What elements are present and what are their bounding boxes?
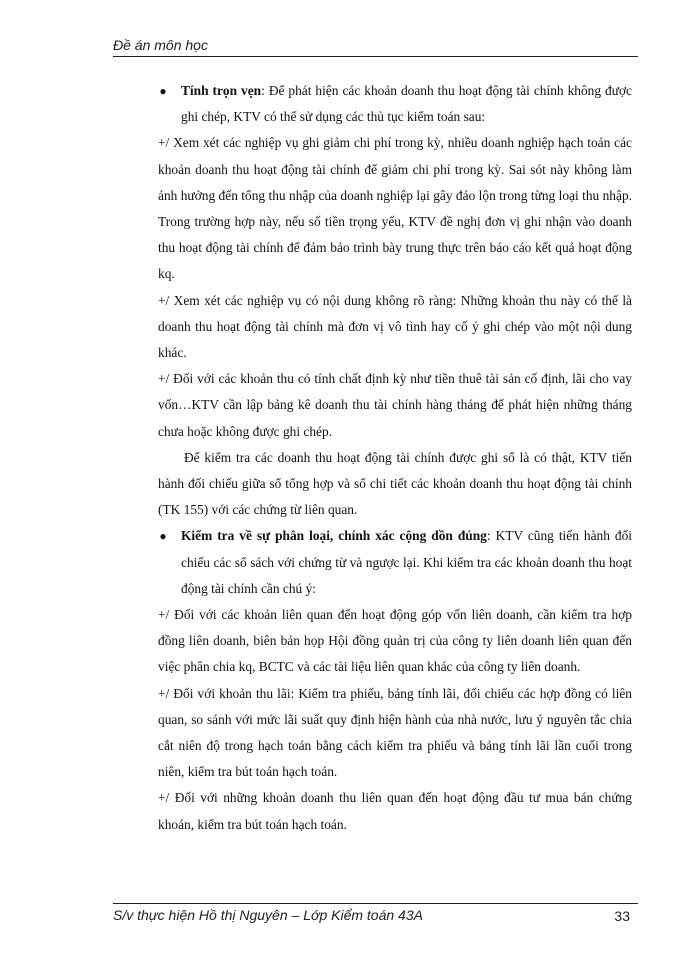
- bullet-paragraph-classification: [158, 523, 632, 602]
- bullet-text-completeness: : Để phát hiện các khoản doanh thu hoạt động tài chính không được ghi chép, KTV có thể sử dụng các thủ tục kiểm toán sau:: [181, 83, 632, 125]
- footer-author: S/v thực hiện Hồ thị Nguyên – Lớp Kiểm toán 43A: [113, 907, 423, 923]
- page-body: [158, 78, 632, 838]
- paragraph-joint-venture: +/ Đối với các khoản liên quan đến hoạt động góp vốn liên doanh, cần kiểm tra hợp đồng liên doanh, biên bản họp Hội đồng quản trị của công ty liên doanh liên quan đến việc phân chia kq, BCTC và các tài liệu liên quan khác của công ty liên doanh.: [158, 607, 632, 675]
- paragraph-interest-income: +/ Đối với khoản thu lãi: Kiểm tra phiếu, bảng tính lãi, đối chiếu các hợp đồng có liên quan, so sánh với mức lãi suất quy định hiện hành của nhà nước, lưu ý nguyên tắc chia cắt niên độ trong hạch toán bằng cách kiểm tra phiếu và bảng tính lãi lần cuối trong niên, kiểm tra bút toán hạch toán.: [158, 685, 632, 780]
- bullet-lead-completeness: Tính trọn vẹn: [181, 83, 262, 98]
- paragraph-periodic-revenue: +/ Đối với các khoản thu có tính chất định kỳ như tiền thuê tài sản cố định, lãi cho vay vốn…KTV cần lập bảng kê doanh thu tài chính hàng tháng để phát hiện những tháng chưa hoặc không được ghi chép.: [158, 371, 632, 439]
- bullet-icon: ●: [159, 529, 167, 544]
- paragraph-reduce-expenses: +/ Xem xét các nghiệp vụ ghi giảm chi phí trong kỳ, nhiều doanh nghiệp hạch toán các khoản doanh thu hoạt động tài chính để giảm chi phí trong kỳ. Sai sót này không làm ảnh hưởng đến tổng thu nhập của doanh nghiệp lại gây đảo lộn trong từng loại thu nhập. Trong trường hợp này, nếu số tiền trọng yếu, KTV đề nghị đơn vị ghi nhận vào doanh thu hoạt động tài chính để đảm bảo trình bày trung thực trên báo cáo kết quả hoạt động kq.: [158, 135, 632, 282]
- header-title: Đề án môn học: [113, 37, 208, 53]
- paragraph-securities: +/ Đối với những khoản doanh thu liên quan đến hoạt động đầu tư mua bán chứng khoán, kiểm tra bút toán hạch toán.: [158, 790, 632, 832]
- paragraph-existence-check: Để kiểm tra các doanh thu hoạt động tài chính được ghi sổ là có thật, KTV tiến hành đối chiếu giữa sổ tổng hợp và sổ chi tiết các khoản doanh thu hoạt động tài chính (TK 155) với các chứng từ liên quan.: [158, 449, 632, 518]
- page-footer: [113, 903, 638, 923]
- bullet-text-classification: : KTV cũng tiến hành đối chiếu các sổ sách với chứng từ và ngược lại. Khi kiểm tra các khoản doanh thu hoạt động tài chính cần chú ý:: [181, 528, 632, 596]
- bullet-icon: ●: [159, 84, 167, 98]
- paragraph-unclear-content: +/ Xem xét các nghiệp vụ có nội dung không rõ ràng: Những khoản thu này có thể là doanh thu hoạt động tài chính mà đơn vị vô tình hay cố ý ghi chép vào một nội dung khác.: [158, 292, 632, 361]
- bullet-lead-classification: Kiểm tra về sự phân loại, chính xác cộng dồn đúng: [181, 528, 487, 544]
- page-header: [113, 37, 638, 57]
- page-number: 33: [614, 908, 630, 924]
- bullet-paragraph-completeness: [158, 78, 632, 130]
